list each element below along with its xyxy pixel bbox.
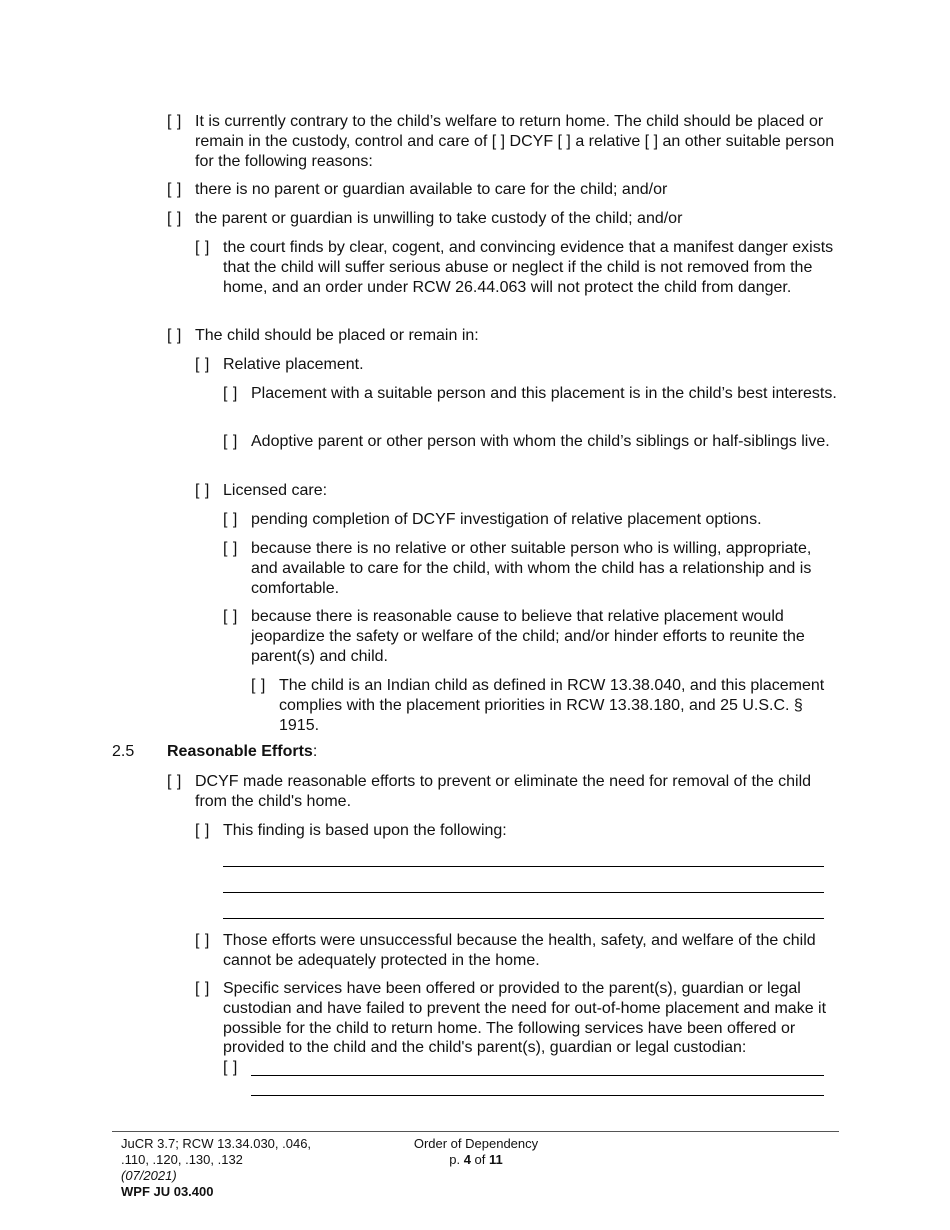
item-specific-services	[195, 979, 842, 1058]
item-no-relative	[223, 539, 842, 598]
checkbox[interactable]: [ ]	[167, 181, 182, 198]
item-text: there is no parent or guardian available to care for the child; and/or	[195, 181, 668, 198]
item-text: Placement with a suitable person and this placement is in the child’s best interests.	[251, 385, 837, 402]
item-unsuccessful	[195, 931, 842, 971]
page-prefix: p.	[449, 1152, 464, 1167]
page-total: 11	[489, 1152, 503, 1167]
item-pending	[223, 510, 842, 530]
checkbox[interactable]: [ ]	[167, 327, 182, 344]
item-text: Adoptive parent or other person with whom the child’s siblings or half-siblings live.	[251, 433, 830, 450]
footer-rule-citation	[121, 1136, 311, 1200]
checkbox[interactable]: [ ]	[223, 385, 238, 402]
item-licensed-care	[195, 481, 842, 501]
checkbox[interactable]: [ ]	[223, 608, 238, 625]
item-text: Relative placement.	[223, 356, 364, 373]
footer-page-number	[400, 1152, 552, 1168]
item-text: DCYF made reasonable efforts to prevent or eliminate the need for removal of the child from the child's home.	[195, 773, 812, 810]
fill-in-line[interactable]	[223, 918, 824, 919]
checkbox[interactable]: [ ]	[195, 822, 210, 839]
checkbox[interactable]: [ ]	[167, 113, 182, 130]
footer-divider	[112, 1131, 839, 1132]
checkbox[interactable]: [ ]	[223, 1059, 238, 1076]
section-colon: :	[312, 743, 318, 760]
checkbox[interactable]: [ ]	[251, 677, 266, 694]
checkbox[interactable]: [ ]	[195, 239, 210, 256]
item-dcyf-efforts	[167, 772, 842, 812]
fill-in-line[interactable]	[223, 866, 824, 867]
item-text: The child is an Indian child as defined in RCW 13.38.040, and this placement complies with the placement priorities in RCW 13.38.180, and 25 U.S.C. § 1915.	[279, 677, 825, 734]
checkbox[interactable]: [ ]	[223, 511, 238, 528]
item-relative-placement	[195, 355, 842, 375]
section-number: 2.5	[112, 743, 135, 760]
checkbox[interactable]: [ ]	[195, 356, 210, 373]
checkbox[interactable]: [ ]	[167, 773, 182, 790]
item-manifest-danger	[195, 238, 842, 297]
footer-date: (07/2021)	[121, 1168, 177, 1183]
item-contrary	[167, 112, 842, 171]
item-text: Licensed care:	[223, 482, 328, 499]
fill-in-line[interactable]	[251, 1075, 824, 1076]
item-text: the court finds by clear, cogent, and convincing evidence that a manifest danger exists that the child will suffer serious abuse or neglect if the child is not removed from the home, and an order under RCW 26.44.063 will not protect the child from danger.	[223, 239, 834, 296]
page-of: of	[470, 1152, 490, 1167]
item-text: Those efforts were unsuccessful because the health, safety, and welfare of the child cannot be adequately protected in the home.	[223, 932, 816, 969]
item-no-parent	[167, 180, 842, 200]
item-indian-child	[251, 676, 842, 735]
item-text: because there is reasonable cause to believe that relative placement would jeopardize the safety or welfare of the child; and/or hinder efforts to reunite the parent(s) and child.	[251, 608, 805, 665]
item-text: the parent or guardian is unwilling to take custody of the child; and/or	[195, 210, 683, 227]
section-heading	[167, 742, 317, 762]
item-suitable-person	[223, 384, 842, 404]
item-text: Specific services have been offered or provided to the parent(s), guardian or legal custodian and have failed to prevent the need for out-of-home placement and make it possible for the child to return home. The following services have been offered or provided to the child and the child's parent(s), guardian or legal custodian:	[223, 980, 827, 1057]
fill-in-line[interactable]	[251, 1095, 824, 1096]
item-reasonable-cause	[223, 607, 842, 666]
item-text: It is currently contrary to the child’s welfare to return home. The child should be placed or remain in the custody, control and care of [ ] DCYF [ ] a relative [ ] an other suitable person for the following reasons:	[195, 113, 835, 170]
checkbox[interactable]: [ ]	[223, 540, 238, 557]
item-text: because there is no relative or other suitable person who is willing, appropriate, and available to care for the child, with whom the child has a relationship and is comfortable.	[251, 540, 812, 597]
item-placed-in	[167, 326, 842, 346]
item-adoptive-parent	[223, 432, 842, 452]
fill-in-line[interactable]	[223, 892, 824, 893]
item-text: The child should be placed or remain in:	[195, 327, 479, 344]
checkbox[interactable]: [ ]	[195, 980, 210, 997]
footer-form-id: WPF JU 03.400	[121, 1184, 214, 1199]
section-title: Reasonable Efforts	[167, 743, 313, 760]
checkbox[interactable]: [ ]	[195, 932, 210, 949]
checkbox[interactable]: [ ]	[223, 433, 238, 450]
footer-doc-info	[400, 1136, 552, 1168]
footer-rule-line2: .110, .120, .130, .132	[121, 1152, 243, 1167]
item-finding-based	[195, 821, 842, 841]
checkbox[interactable]: [ ]	[195, 482, 210, 499]
checkbox[interactable]: [ ]	[167, 210, 182, 227]
footer-rule-line1: JuCR 3.7; RCW 13.34.030, .046,	[121, 1136, 312, 1151]
item-text: pending completion of DCYF investigation of relative placement options.	[251, 511, 762, 528]
page-current: 4	[463, 1152, 471, 1167]
footer-doc-title: Order of Dependency	[413, 1136, 539, 1151]
item-text: This finding is based upon the following:	[223, 822, 507, 839]
item-unwilling	[167, 209, 842, 229]
